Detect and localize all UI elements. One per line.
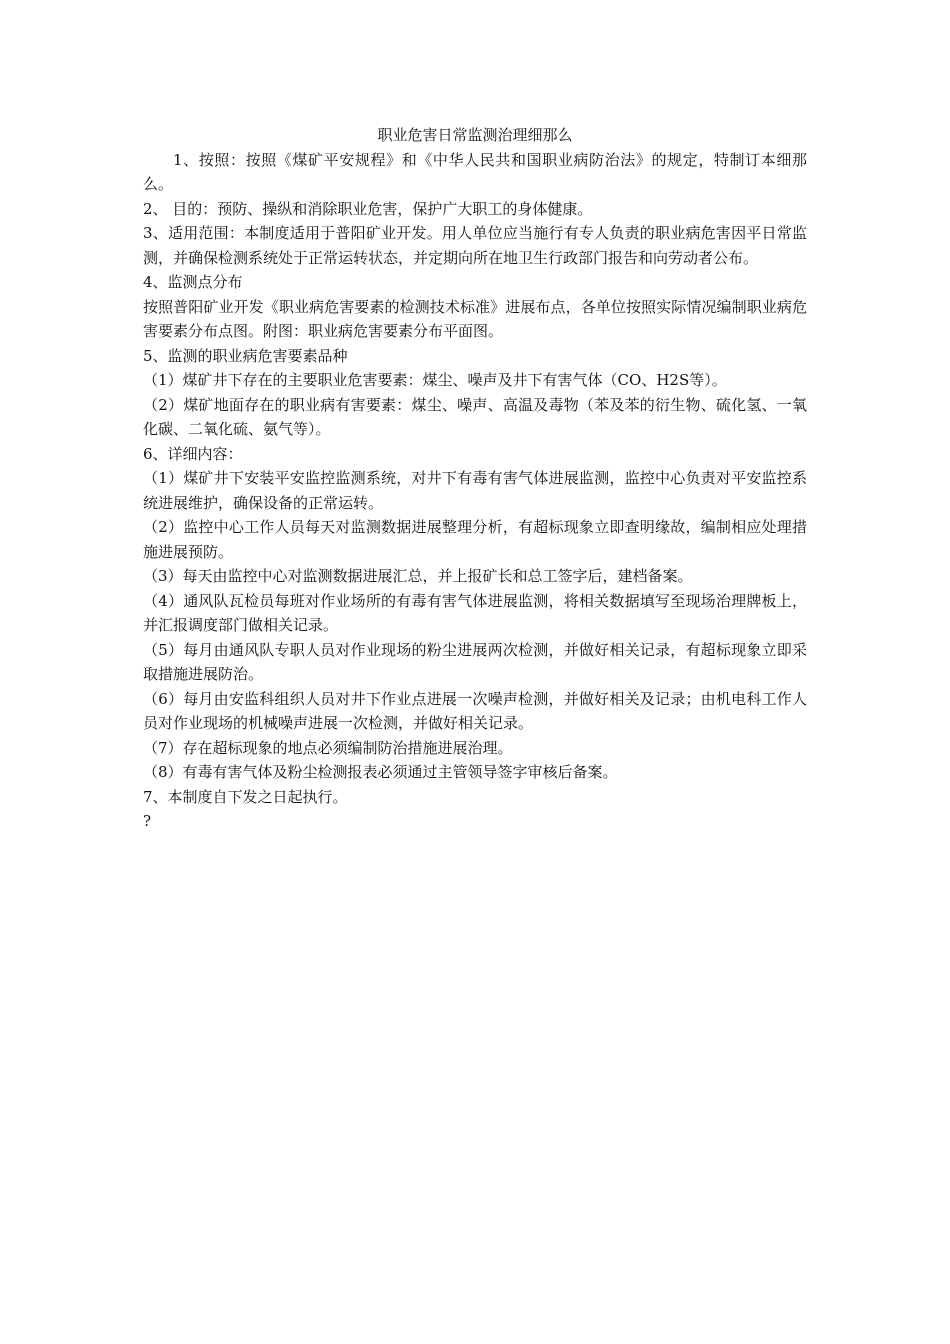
document-title: 职业危害日常监测治理细那么 <box>377 126 573 144</box>
paragraph-monitoring-points: 按照普阳矿业开发《职业病危害要素的检测技术标准》进展布点，各单位按照实际情况编制职业病危害要素分布点图。附图：职业病危害要素分布平面图。 <box>143 297 807 340</box>
trailing-mark: ? <box>143 812 152 830</box>
list-item: （6）每月由安监科组织人员对井下作业点进展一次噪声检测，并做好相关及记录；由机电科工作人员对作业现场的机械噪声进展一次检测，并做好相关记录。 <box>143 689 807 732</box>
list-item: （3）每天由监控中心对监测数据进展汇总，并上报矿长和总工签字后，建档备案。 <box>143 567 693 585</box>
paragraph-purpose: 2、 目的：预防、操纵和消除职业危害，保护广大职工的身体健康。 <box>143 199 593 218</box>
list-item: （2）监控中心工作人员每天对监测数据进展整理分析，有超标现象立即查明缘故，编制相应处理措施进展预防。 <box>143 518 807 561</box>
paragraph-basis: 1、按照：按照《煤矿平安规程》和《中华人民共和国职业病防治法》的规定，特制订本细那么。 <box>143 150 807 193</box>
list-item: （4）通风队瓦检员每班对作业场所的有毒有害气体进展监测，将相关数据填写至现场治理牌板上，并汇报调度部门做相关记录。 <box>143 591 807 634</box>
list-item: （7）存在超标现象的地点必须编制防治措施进展治理。 <box>143 738 513 757</box>
list-item: （8）有毒有害气体及粉尘检测报表必须通过主管领导签字审核后备案。 <box>143 763 618 781</box>
heading-monitoring-points: 4、监测点分布 <box>143 273 243 291</box>
document-body <box>143 123 807 834</box>
paragraph-scope: 3、适用范围：本制度适用于普阳矿业开发。用人单位应当施行有专人负责的职业病危害因平日常监测，并确保检测系统处于正常运转状态，并定期向所在地卫生行政部门报告和向劳动者公布。 <box>143 224 807 267</box>
heading-hazard-types: 5、监测的职业病危害要素品种 <box>143 346 348 365</box>
list-item: （1）煤矿井下安装平安监控监测系统，对井下有毒有害气体进展监测，监控中心负责对平安监控系统进展维护，确保设备的正常运转。 <box>143 469 807 512</box>
list-item: （1）煤矿井下存在的主要职业危害要素：煤尘、噪声及井下有害气体（CO、H2S等）。 <box>143 371 727 389</box>
heading-details: 6、详细内容： <box>143 444 243 463</box>
list-item: （5）每月由通风队专职人员对作业现场的粉尘进展两次检测，并做好相关记录，有超标现象立即采取措施进展防治。 <box>143 640 807 683</box>
paragraph-effective-date: 7、本制度自下发之日起执行。 <box>143 787 348 806</box>
list-item: （2）煤矿地面存在的职业病有害要素：煤尘、噪声、高温及毒物（苯及苯的衍生物、硫化氢、一氧化碳、二氧化硫、氨气等）。 <box>143 395 807 438</box>
